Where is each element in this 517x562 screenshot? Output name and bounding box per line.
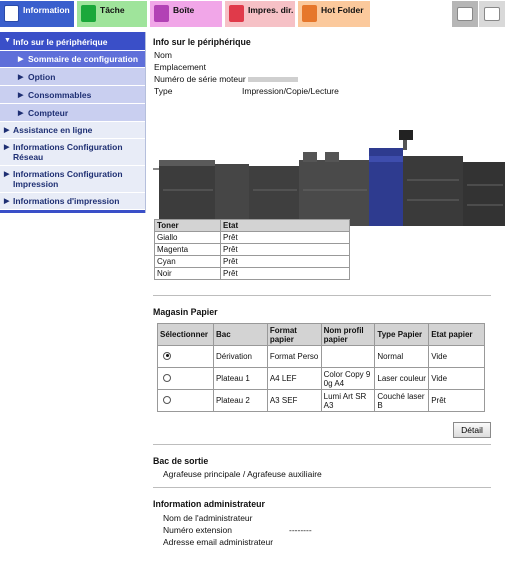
tray-radio[interactable]: [163, 374, 171, 382]
sidebar-item-config-reseau[interactable]: [0, 139, 145, 166]
sidebar-item-info-impression[interactable]: [0, 193, 145, 210]
sidebar-item-sommaire-configuration[interactable]: [0, 51, 145, 68]
field-label: Numéro de série moteur: [154, 74, 246, 84]
table-row: [155, 244, 350, 256]
col-header: Nom profil papier: [321, 324, 375, 346]
tab-boite[interactable]: [150, 1, 222, 27]
table-row: [155, 256, 350, 268]
col-header: Etat papier: [429, 324, 485, 346]
caret-right-icon: ▶: [4, 171, 10, 178]
table-header-row: [158, 324, 485, 346]
format-cell: A3 SEF: [267, 390, 321, 412]
field-label: Type: [154, 86, 173, 96]
top-tab-bar: [0, 0, 517, 29]
col-header: Toner: [155, 220, 221, 232]
profil-cell: [321, 346, 375, 368]
bac-cell: Dérivation: [213, 346, 267, 368]
caret-right-icon: ▶: [18, 56, 24, 63]
etat-cell: Vide: [429, 368, 485, 390]
field-numero-serie: [154, 73, 484, 85]
bac-cell: Plateau 2: [213, 390, 267, 412]
sidebar-item-label: Assistance en ligne: [13, 125, 93, 135]
device-info-fields: [154, 49, 484, 97]
paper-tray-table: [157, 323, 485, 412]
folder-icon: [302, 5, 317, 22]
toner-status: Prêt: [221, 256, 350, 268]
detail-button[interactable]: Détail: [453, 422, 491, 438]
tab-information[interactable]: [0, 1, 74, 27]
tab-information-label: Information: [23, 5, 70, 15]
field-nom: [154, 49, 484, 61]
field-label: Nom de l'administrateur: [163, 513, 253, 523]
field-extension: [163, 524, 483, 536]
sidebar-item-label: Consommables: [28, 90, 92, 100]
tab-tache-label: Tâche: [100, 5, 125, 15]
sidebar-item-config-impression[interactable]: [0, 166, 145, 193]
caret-down-icon: ▼: [4, 37, 11, 44]
table-row: [158, 368, 485, 390]
caret-right-icon: ▶: [4, 198, 10, 205]
col-header: Bac: [213, 324, 267, 346]
divider: [153, 295, 491, 296]
field-admin-email: [163, 536, 483, 548]
field-label: Adresse email administrateur: [163, 537, 274, 547]
sidebar-item-consommables[interactable]: [0, 86, 145, 104]
output-tray-value: Agrafeuse principale / Agrafeuse auxiliaire: [163, 469, 322, 479]
admin-info-title: Information administrateur: [153, 499, 265, 509]
select-cell: [158, 368, 214, 390]
field-label: Emplacement: [154, 62, 206, 72]
divider: [153, 444, 491, 445]
select-cell: [158, 346, 214, 368]
table-header-row: [155, 220, 350, 232]
tab-display[interactable]: [479, 1, 505, 27]
field-type: [154, 85, 484, 97]
tab-impres-dir[interactable]: [225, 1, 295, 27]
sidebar-item-label: Option: [28, 72, 56, 82]
toner-name: Cyan: [155, 256, 221, 268]
col-header: Sélectionner: [158, 324, 214, 346]
col-header: Etat: [221, 220, 350, 232]
type-cell: Laser couleur: [375, 368, 429, 390]
select-cell: [158, 390, 214, 412]
format-cell: A4 LEF: [267, 368, 321, 390]
admin-fields: [163, 512, 483, 548]
toner-name: Magenta: [155, 244, 221, 256]
sidebar-item-label: Info sur le périphérique: [13, 37, 108, 47]
sidebar-item-assistance[interactable]: [0, 122, 145, 139]
field-admin-name: [163, 512, 483, 524]
tab-impres-dir-label: Impres. dir.: [248, 5, 294, 15]
field-label: Numéro extension: [163, 525, 232, 535]
format-cell: Format Perso: [267, 346, 321, 368]
tray-radio-selected[interactable]: [163, 352, 171, 360]
bac-cell: Plateau 1: [213, 368, 267, 390]
caret-right-icon: ▶: [18, 74, 24, 81]
caret-right-icon: ▶: [4, 144, 10, 151]
printer-icon: [4, 5, 19, 22]
toner-name: Giallo: [155, 232, 221, 244]
etat-cell: Vide: [429, 346, 485, 368]
sidebar-item-label: Informations d'impression: [13, 196, 120, 206]
sidebar-item-compteur[interactable]: [0, 104, 145, 122]
sidebar-item-label: Informations Configuration Impression: [13, 169, 123, 189]
sidebar: [0, 32, 146, 213]
field-label-wrap: [154, 73, 298, 85]
output-tray-title: Bac de sortie: [153, 456, 209, 466]
toner-name: Noir: [155, 268, 221, 280]
tab-tache[interactable]: [77, 1, 147, 27]
toner-status: Prêt: [221, 232, 350, 244]
toner-status: Prêt: [221, 268, 350, 280]
col-header: Type Papier: [375, 324, 429, 346]
field-label: Nom: [154, 50, 172, 60]
maintenance-icon: [457, 7, 473, 21]
paper-section-title: Magasin Papier: [153, 307, 218, 317]
divider: [153, 487, 491, 488]
col-header: Format papier: [267, 324, 321, 346]
profil-cell: Color Copy 9 0g A4: [321, 368, 375, 390]
field-value: Impression/Copie/Lecture: [242, 86, 339, 96]
toner-table: [154, 219, 350, 280]
type-cell: Couché laser B: [375, 390, 429, 412]
table-row: [155, 268, 350, 280]
sidebar-item-info-peripherique[interactable]: [0, 32, 145, 51]
sidebar-item-option[interactable]: [0, 68, 145, 86]
etat-cell: Prêt: [429, 390, 485, 412]
caret-right-icon: ▶: [4, 127, 10, 134]
field-emplacement: [154, 61, 484, 73]
tray-radio[interactable]: [163, 396, 171, 404]
box-icon: [154, 5, 169, 22]
sidebar-bottom-bar: [0, 210, 145, 213]
tab-boite-label: Boîte: [173, 5, 195, 15]
sidebar-item-label: Compteur: [28, 108, 69, 118]
document-icon: [81, 5, 96, 22]
tab-maintenance[interactable]: [452, 1, 478, 27]
table-row: [158, 390, 485, 412]
direct-print-icon: [229, 5, 244, 22]
field-value: --------: [289, 525, 312, 535]
type-cell: Normal: [375, 346, 429, 368]
caret-right-icon: ▶: [18, 92, 24, 99]
toner-status: Prêt: [221, 244, 350, 256]
table-row: [155, 232, 350, 244]
sidebar-item-label: Sommaire de configuration: [28, 54, 139, 64]
tab-hot-folder[interactable]: [298, 1, 370, 27]
caret-right-icon: ▶: [18, 110, 24, 117]
display-icon: [484, 7, 500, 21]
redacted-serial: [248, 77, 298, 82]
sidebar-item-label: Informations Configuration Réseau: [13, 142, 123, 162]
tab-hot-folder-label: Hot Folder: [321, 5, 364, 15]
profil-cell: Lumi Art SR A3: [321, 390, 375, 412]
table-row: [158, 346, 485, 368]
device-info-title: Info sur le périphérique: [153, 37, 251, 47]
